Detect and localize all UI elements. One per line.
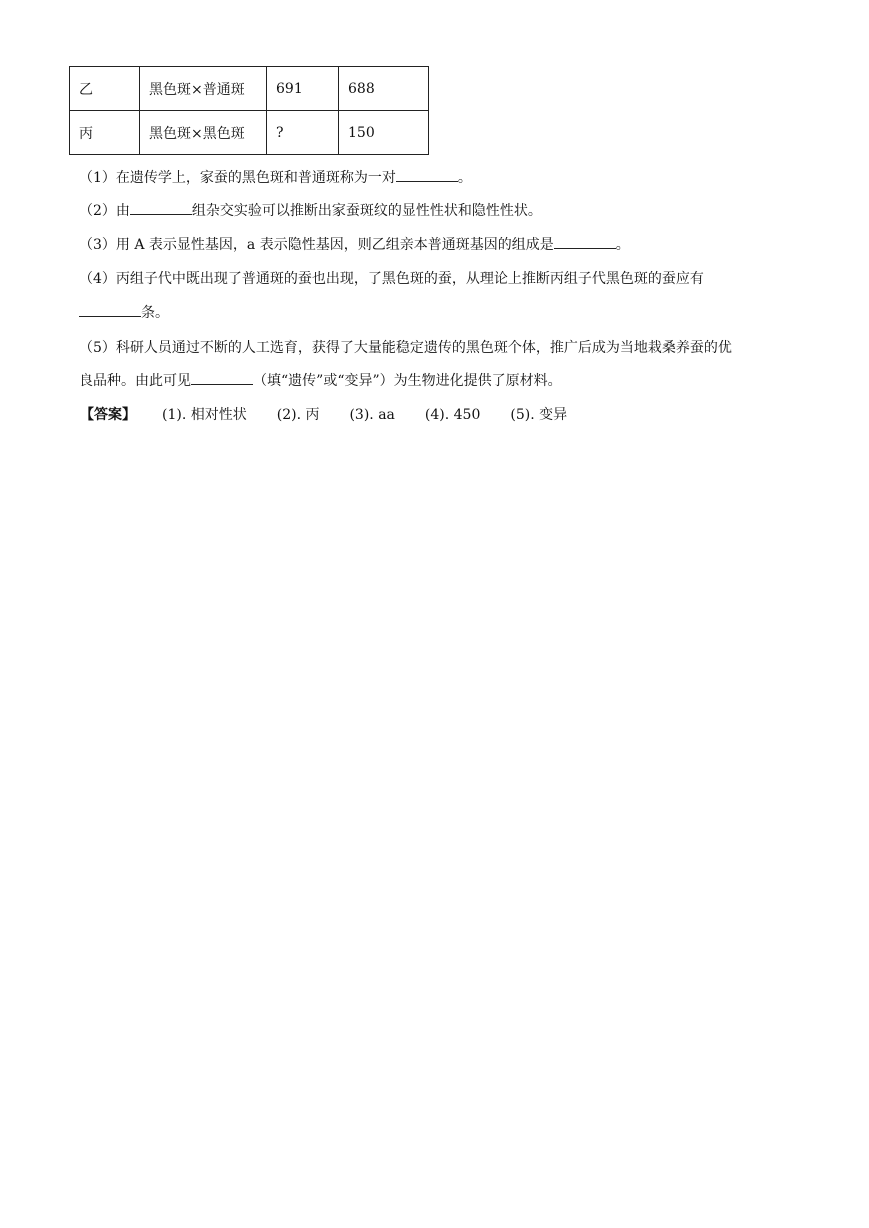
question-text: 条。 — [141, 305, 169, 321]
answer-blank — [79, 304, 141, 317]
table-cell: 黑色斑×黑色斑 — [140, 111, 267, 155]
question-text: （3）用 A 表示显性基因，a 表示隐性基因，则乙组亲本普通斑基因的组成是 — [79, 237, 554, 253]
question-text: （2）由 — [79, 203, 130, 219]
table-cell: 黑色斑×普通斑 — [140, 67, 267, 111]
question-text: （1）在遗传学上，家蚕的黑色斑和普通斑称为一对 — [79, 170, 396, 186]
answer-item: (1). 相对性状 — [162, 407, 247, 423]
question-text: 。 — [615, 237, 630, 253]
question-2 — [79, 201, 542, 221]
answer-item: (3). aa — [349, 407, 395, 423]
table-cell: 688 — [339, 67, 429, 111]
question-1 — [79, 168, 472, 188]
answer-label: 【答案】 — [80, 407, 136, 423]
answer-line — [80, 405, 597, 425]
question-5-continued — [79, 371, 562, 391]
question-text: （4）丙组子代中既出现了普通斑的蚕也出现，了黑色斑的蚕，从理论上推断丙组子代黑色斑的蚕应有 — [79, 271, 704, 287]
question-text: （填“遗传”或“变异”）为生物进化提供了原材料。 — [253, 373, 562, 389]
answer-blank — [554, 236, 616, 249]
table-cell: 150 — [339, 111, 429, 155]
answer-item: (4). 450 — [424, 407, 481, 423]
answer-item: (5). 变异 — [510, 407, 568, 423]
question-text: 。 — [457, 170, 472, 186]
question-text: 良品种。由此可见 — [79, 373, 191, 389]
answer-item: (2). 丙 — [276, 407, 320, 423]
question-text: （5）科研人员通过不断的人工选育，获得了大量能稳定遗传的黑色斑个体，推广后成为当地栽桑养蚕的优 — [79, 340, 732, 356]
table-cell: ? — [267, 111, 339, 155]
table-cell: 乙 — [70, 67, 140, 111]
cross-results-table — [69, 66, 429, 155]
question-4-continued — [79, 303, 169, 323]
answer-blank — [191, 372, 253, 385]
question-3 — [79, 235, 630, 255]
table-row — [70, 67, 429, 111]
question-text: 组杂交实验可以推断出家蚕斑纹的显性性状和隐性性状。 — [191, 203, 542, 219]
question-5 — [79, 338, 732, 358]
table-cell: 丙 — [70, 111, 140, 155]
answer-blank — [130, 202, 192, 215]
table-row — [70, 111, 429, 155]
answer-blank — [396, 169, 458, 182]
question-4 — [79, 269, 704, 289]
table-cell: 691 — [267, 67, 339, 111]
